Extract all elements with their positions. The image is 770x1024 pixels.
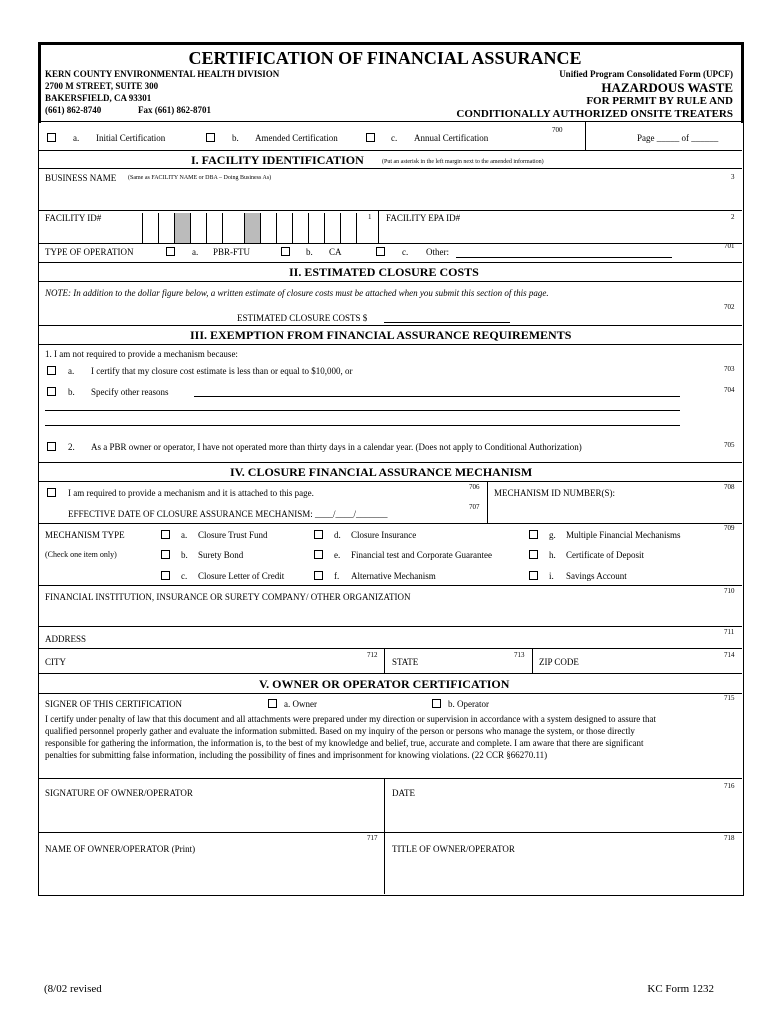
- agency-street: 2700 M STREET, SUITE 300: [45, 81, 159, 91]
- owner-name-label[interactable]: NAME OF OWNER/OPERATOR (Print): [45, 844, 196, 854]
- option-letter: b.: [68, 387, 75, 397]
- section-2-note: NOTE: In addition to the dollar figure below, a written estimate of closure costs must be attached when you submit this section of this page.: [45, 288, 549, 298]
- exemption-2-checkbox[interactable]: [47, 442, 56, 451]
- divider: [38, 150, 742, 151]
- hazardous-waste-label: HAZARDOUS WASTE: [601, 80, 733, 95]
- option-letter: b.: [306, 247, 313, 257]
- annual-certification-label: Annual Certification: [414, 133, 489, 143]
- signer-label: SIGNER OF THIS CERTIFICATION: [45, 699, 183, 709]
- divider: [384, 648, 385, 673]
- annual-certification-checkbox[interactable]: [366, 133, 375, 142]
- facility-id-input[interactable]: [142, 213, 376, 243]
- id-digit-cell: [174, 213, 190, 243]
- divider: [38, 462, 742, 463]
- savings-account-checkbox[interactable]: [529, 571, 538, 580]
- id-digit-cell: [260, 213, 276, 243]
- divider: [38, 523, 742, 524]
- operator-label: b. Operator: [448, 699, 489, 709]
- id-digit-cell: [158, 213, 174, 243]
- other-input[interactable]: [456, 257, 672, 258]
- divider: [384, 778, 385, 894]
- id-digit-cell: [190, 213, 206, 243]
- option-letter: d.: [334, 530, 341, 540]
- field-number: 707: [469, 503, 480, 511]
- epa-id-label: FACILITY EPA ID#: [386, 213, 461, 223]
- option-letter: i.: [549, 571, 554, 581]
- divider: [38, 210, 742, 211]
- option-letter: a.: [73, 133, 80, 143]
- multiple-mechanisms-checkbox[interactable]: [529, 530, 538, 539]
- agency-name: KERN COUNTY ENVIRONMENTAL HEALTH DIVISION: [45, 69, 280, 79]
- other-checkbox[interactable]: [376, 247, 385, 256]
- divider: [38, 626, 742, 627]
- ca-label: CA: [329, 247, 342, 257]
- page-of-field[interactable]: Page _____ of ______: [637, 133, 719, 143]
- field-number: 715: [724, 694, 735, 702]
- id-digit-cell: [222, 213, 238, 243]
- section-3-title: III. EXEMPTION FROM FINANCIAL ASSURANCE REQUIREMENTS: [190, 328, 572, 342]
- letter-of-credit-label: Closure Letter of Credit: [198, 571, 285, 581]
- id-digit-cell: [340, 213, 356, 243]
- effective-date-label[interactable]: EFFECTIVE DATE OF CLOSURE ASSURANCE MECHANISM: ____/____/_______: [68, 509, 388, 519]
- agency-city: BAKERSFIELD, CA 93301: [45, 93, 152, 103]
- ca-checkbox[interactable]: [281, 247, 290, 256]
- certification-statement-line: I certify under penalty of law that this document and all attachments were prepared under my direction or supervision in accordance with a system designed to assure that: [45, 714, 657, 724]
- option-letter: 2.: [68, 442, 75, 452]
- city-label[interactable]: CITY: [45, 657, 66, 667]
- divider: [38, 778, 742, 779]
- initial-certification-checkbox[interactable]: [47, 133, 56, 142]
- type-of-operation-label: TYPE OF OPERATION: [45, 247, 134, 257]
- divider: [38, 168, 742, 169]
- mechanism-type-label: MECHANISM TYPE: [45, 530, 125, 540]
- id-digit-cell: [292, 213, 308, 243]
- field-number: 713: [514, 651, 525, 659]
- closure-insurance-label: Closure Insurance: [351, 530, 417, 540]
- amended-certification-label: Amended Certification: [255, 133, 338, 143]
- option-letter: f.: [334, 571, 340, 581]
- other-reasons-input[interactable]: [45, 425, 680, 426]
- surety-bond-label: Surety Bond: [198, 550, 244, 560]
- business-name-label: BUSINESS NAME: [45, 173, 117, 183]
- divider: [38, 281, 742, 282]
- id-digit-cell: [142, 213, 158, 243]
- certification-statement-line: responsible for gathering the information, the information is, to the best of my knowledge and belief, true, accurate and complete. I am aware that there are significant: [45, 738, 644, 748]
- other-label: Other:: [426, 247, 449, 257]
- exemption-a-checkbox[interactable]: [47, 366, 56, 375]
- financial-test-checkbox[interactable]: [314, 550, 323, 559]
- financial-institution-label[interactable]: FINANCIAL INSTITUTION, INSURANCE OR SURETY COMPANY/ OTHER ORGANIZATION: [45, 592, 411, 602]
- agency-phone: (661) 862-8740: [45, 105, 102, 115]
- section-2-title: II. ESTIMATED CLOSURE COSTS: [289, 265, 479, 279]
- divider: [38, 121, 742, 122]
- field-number: 3: [731, 173, 735, 181]
- field-number: 704: [724, 386, 735, 394]
- form-number: KC Form 1232: [647, 983, 714, 995]
- certificate-of-deposit-checkbox[interactable]: [529, 550, 538, 559]
- pbr-ftu-checkbox[interactable]: [166, 247, 175, 256]
- permit-label: FOR PERMIT BY RULE AND: [586, 95, 733, 107]
- initial-certification-label: Initial Certification: [96, 133, 166, 143]
- id-digit-cell: [324, 213, 340, 243]
- divider: [38, 325, 742, 326]
- divider: [38, 344, 742, 345]
- field-number: 703: [724, 365, 735, 373]
- field-number: 709: [724, 524, 735, 532]
- address-label[interactable]: ADDRESS: [45, 634, 87, 644]
- mechanism-required-label: I am required to provide a mechanism and it is attached to this page.: [68, 488, 314, 498]
- divider: [487, 481, 488, 523]
- conditional-label: CONDITIONALLY AUTHORIZED ONSITE TREATERS: [456, 108, 733, 120]
- financial-test-label: Financial test and Corporate Guarantee: [351, 550, 492, 560]
- closure-costs-label: ESTIMATED CLOSURE COSTS $: [237, 313, 368, 323]
- other-reasons-label: Specify other reasons: [91, 387, 169, 397]
- letter-of-credit-checkbox[interactable]: [161, 571, 170, 580]
- closure-insurance-checkbox[interactable]: [314, 530, 323, 539]
- check-one-note: (Check one item only): [45, 550, 117, 559]
- divider: [585, 121, 586, 151]
- option-letter: c.: [402, 247, 409, 257]
- upcf-label: Unified Program Consolidated Form (UPCF): [559, 69, 733, 79]
- divider: [38, 673, 742, 674]
- section-4-title: IV. CLOSURE FINANCIAL ASSURANCE MECHANISM: [230, 465, 533, 479]
- certification-statement-line: penalties for submitting false information, including the possibility of fines and imprisonment for knowing violations. (22 CCR §66270.11): [45, 750, 548, 760]
- field-number: 710: [724, 587, 735, 595]
- field-number: 712: [367, 651, 378, 659]
- id-digit-cell: [276, 213, 292, 243]
- zip-code-label[interactable]: ZIP CODE: [539, 657, 579, 667]
- field-number: 706: [469, 483, 480, 491]
- pbr-ftu-label: PBR-FTU: [213, 247, 251, 257]
- option-letter: b.: [232, 133, 239, 143]
- field-number: 2: [731, 213, 735, 221]
- owner-checkbox[interactable]: [268, 699, 277, 708]
- closure-costs-input[interactable]: [384, 322, 510, 323]
- form-title: CERTIFICATION OF FINANCIAL ASSURANCE: [188, 48, 582, 68]
- field-number: 717: [367, 834, 378, 842]
- closure-trust-fund-label: Closure Trust Fund: [198, 530, 268, 540]
- alternative-mechanism-checkbox[interactable]: [314, 571, 323, 580]
- mechanism-required-checkbox[interactable]: [47, 488, 56, 497]
- divider: [38, 648, 742, 649]
- field-number: 716: [724, 782, 735, 790]
- field-number: 702: [724, 303, 735, 311]
- agency-fax: Fax (661) 862-8701: [138, 105, 211, 115]
- field-number: 701: [724, 242, 735, 250]
- divider: [38, 585, 742, 586]
- divider: [38, 832, 742, 833]
- certificate-of-deposit-label: Certificate of Deposit: [566, 550, 644, 560]
- certification-statement-line: qualified personnel properly gather and evaluate the information submitted. Based on my inquiry of the person or persons who manage the system, or those directly: [45, 726, 635, 736]
- section-1-title: I. FACILITY IDENTIFICATION: [191, 153, 364, 167]
- signature-label[interactable]: SIGNATURE OF OWNER/OPERATOR: [45, 788, 193, 798]
- option-letter: h.: [549, 550, 556, 560]
- section-1-note: (Put an asterisk in the left margin next to the amended information): [382, 159, 544, 165]
- amended-certification-checkbox[interactable]: [206, 133, 215, 142]
- closure-trust-fund-checkbox[interactable]: [161, 530, 170, 539]
- revision-note: (8/02 revised: [44, 983, 102, 995]
- facility-id-label: FACILITY ID#: [45, 213, 102, 223]
- mechanism-id-label[interactable]: MECHANISM ID NUMBER(S):: [494, 488, 616, 498]
- field-number: 711: [724, 628, 735, 636]
- field-number: 714: [724, 651, 735, 659]
- divider: [38, 481, 742, 482]
- section-5-title: V. OWNER OR OPERATOR CERTIFICATION: [259, 677, 510, 691]
- owner-title-label[interactable]: TITLE OF OWNER/OPERATOR: [392, 844, 515, 854]
- option-letter: a.: [181, 530, 188, 540]
- other-reasons-input[interactable]: [194, 396, 680, 397]
- alternative-mechanism-label: Alternative Mechanism: [351, 571, 436, 581]
- exemption-a-label: I certify that my closure cost estimate is less than or equal to $10,000, or: [91, 366, 353, 376]
- id-digit-cell: [308, 213, 324, 243]
- option-letter: a.: [68, 366, 75, 376]
- other-reasons-input[interactable]: [45, 410, 680, 411]
- divider: [38, 262, 742, 263]
- savings-account-label: Savings Account: [566, 571, 627, 581]
- id-digit-cell: [244, 213, 260, 243]
- exemption-2-label: As a PBR owner or operator, I have not operated more than thirty days in a calendar year. (Does not apply to Conditional Authorization): [91, 442, 582, 452]
- divider: [532, 648, 533, 673]
- state-label[interactable]: STATE: [392, 657, 419, 667]
- exemption-item-1: 1. I am not required to provide a mechanism because:: [45, 349, 238, 359]
- option-letter: c.: [181, 571, 188, 581]
- option-letter: a.: [192, 247, 199, 257]
- multiple-mechanisms-label: Multiple Financial Mechanisms: [566, 530, 681, 540]
- surety-bond-checkbox[interactable]: [161, 550, 170, 559]
- business-name-note: (Same as FACILITY NAME or DBA – Doing Business As): [128, 175, 272, 181]
- operator-checkbox[interactable]: [432, 699, 441, 708]
- date-label[interactable]: DATE: [392, 788, 415, 798]
- option-letter: g.: [549, 530, 556, 540]
- option-letter: c.: [391, 133, 398, 143]
- id-digit-cell: [206, 213, 222, 243]
- field-number: 1: [368, 213, 372, 221]
- divider: [38, 693, 742, 694]
- option-letter: b.: [181, 550, 188, 560]
- divider: [378, 210, 379, 243]
- field-number: 705: [724, 441, 735, 449]
- exemption-b-checkbox[interactable]: [47, 387, 56, 396]
- owner-label: a. Owner: [284, 699, 317, 709]
- option-letter: e.: [334, 550, 341, 560]
- field-number: 708: [724, 483, 735, 491]
- field-number: 718: [724, 834, 735, 842]
- field-number: 700: [552, 126, 563, 134]
- divider: [38, 243, 742, 244]
